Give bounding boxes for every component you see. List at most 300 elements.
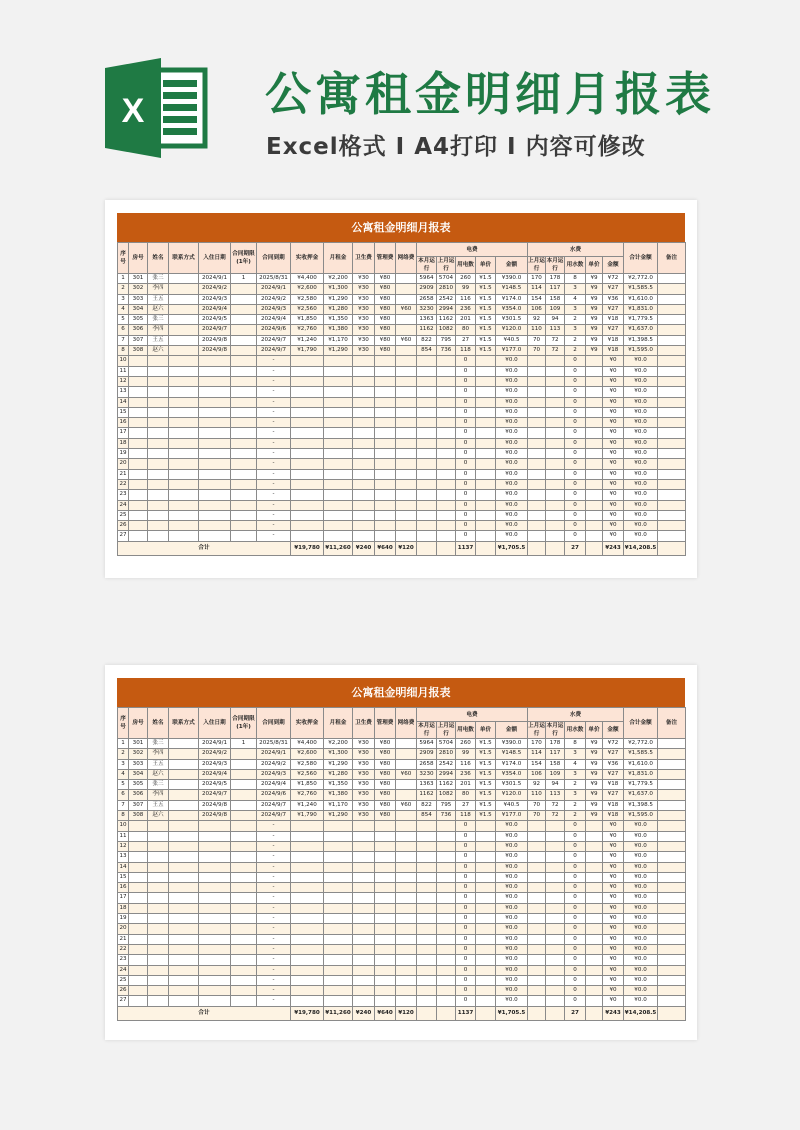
table-cell: 2024/9/3 bbox=[257, 304, 291, 314]
table-cell bbox=[396, 479, 417, 489]
table-cell: ¥301.5 bbox=[496, 315, 528, 325]
table-cell bbox=[396, 914, 417, 924]
table-cell: 0 bbox=[456, 500, 476, 510]
table-cell: 0 bbox=[565, 510, 586, 520]
table-cell bbox=[396, 469, 417, 479]
table-cell: ¥0 bbox=[603, 438, 624, 448]
table-cell bbox=[396, 749, 417, 759]
table-cell bbox=[476, 500, 496, 510]
table-row bbox=[118, 749, 686, 759]
table-cell bbox=[129, 975, 148, 985]
table-cell bbox=[396, 903, 417, 913]
table-row bbox=[118, 284, 686, 294]
table-cell bbox=[129, 428, 148, 438]
table-cell bbox=[353, 397, 375, 407]
table-cell: 王五 bbox=[148, 294, 169, 304]
totals-cell: ¥640 bbox=[375, 1006, 396, 1020]
table-cell: 110 bbox=[528, 325, 546, 335]
table-cell: 张三 bbox=[148, 780, 169, 790]
table-cell: 0 bbox=[565, 852, 586, 862]
table-cell: 3230 bbox=[417, 769, 437, 779]
table-cell: ¥0 bbox=[603, 975, 624, 985]
header-electric: 电费 bbox=[417, 243, 528, 257]
table-cell: 302 bbox=[129, 749, 148, 759]
table-cell: 11 bbox=[118, 831, 129, 841]
table-row bbox=[118, 924, 686, 934]
table-cell bbox=[546, 996, 565, 1006]
table-cell bbox=[658, 407, 686, 417]
table-cell bbox=[396, 449, 417, 459]
table-cell bbox=[231, 428, 257, 438]
table-cell bbox=[199, 500, 231, 510]
table-cell: ¥0.0 bbox=[496, 944, 528, 954]
table-cell bbox=[129, 407, 148, 417]
table-cell: ¥1.5 bbox=[476, 274, 496, 284]
table-cell bbox=[169, 852, 199, 862]
table-cell bbox=[129, 986, 148, 996]
table-cell: ¥0.0 bbox=[496, 975, 528, 985]
table-cell bbox=[437, 872, 456, 882]
table-cell: 1162 bbox=[437, 780, 456, 790]
table-cell: 0 bbox=[456, 862, 476, 872]
table-cell: 李四 bbox=[148, 749, 169, 759]
table-cell: 李四 bbox=[148, 284, 169, 294]
table-cell bbox=[129, 438, 148, 448]
table-cell bbox=[417, 934, 437, 944]
table-cell bbox=[199, 449, 231, 459]
table-cell: - bbox=[257, 831, 291, 841]
table-cell: 854 bbox=[417, 811, 437, 821]
table-row bbox=[118, 376, 686, 386]
table-cell: 1 bbox=[231, 274, 257, 284]
table-cell bbox=[199, 407, 231, 417]
table-cell: ¥0.0 bbox=[624, 428, 658, 438]
header-total: 合计金额 bbox=[624, 243, 658, 274]
table-cell bbox=[586, 387, 603, 397]
totals-cell: 1137 bbox=[456, 541, 476, 555]
table-cell bbox=[417, 438, 437, 448]
table-cell: 0 bbox=[565, 490, 586, 500]
table-cell: 0 bbox=[565, 955, 586, 965]
table-cell: 15 bbox=[118, 407, 129, 417]
totals-cell: 27 bbox=[565, 1006, 586, 1020]
table-cell bbox=[353, 356, 375, 366]
table-cell bbox=[291, 428, 324, 438]
table-cell bbox=[291, 376, 324, 386]
table-cell bbox=[353, 934, 375, 944]
table-row bbox=[118, 780, 686, 790]
table-cell bbox=[353, 903, 375, 913]
header-water: 水费 bbox=[528, 243, 624, 257]
table-cell bbox=[129, 955, 148, 965]
table-cell bbox=[291, 418, 324, 428]
table-cell bbox=[324, 397, 353, 407]
table-cell bbox=[437, 862, 456, 872]
totals-cell bbox=[658, 541, 686, 555]
header-name: 姓名 bbox=[148, 708, 169, 739]
table-cell bbox=[528, 356, 546, 366]
table-cell: ¥0.0 bbox=[496, 438, 528, 448]
table-cell bbox=[199, 841, 231, 851]
table-cell: ¥1,280 bbox=[324, 304, 353, 314]
table-cell: ¥0.0 bbox=[624, 469, 658, 479]
table-cell bbox=[353, 914, 375, 924]
table-cell: 3 bbox=[565, 325, 586, 335]
table-cell: ¥0.0 bbox=[624, 914, 658, 924]
table-cell: ¥120.0 bbox=[496, 790, 528, 800]
table-cell bbox=[231, 780, 257, 790]
table-cell bbox=[546, 376, 565, 386]
table-row bbox=[118, 790, 686, 800]
table-cell bbox=[231, 531, 257, 541]
table-cell: ¥1.5 bbox=[476, 739, 496, 749]
table-cell: 张三 bbox=[148, 739, 169, 749]
header-e_used: 用电数 bbox=[456, 257, 476, 274]
table-cell: - bbox=[257, 428, 291, 438]
table-cell: 4 bbox=[118, 769, 129, 779]
table-cell: ¥1,170 bbox=[324, 800, 353, 810]
table-cell bbox=[658, 397, 686, 407]
header-expire: 合同到期 bbox=[257, 243, 291, 274]
table-cell: ¥0 bbox=[603, 872, 624, 882]
table-cell: 114 bbox=[528, 284, 546, 294]
table-cell bbox=[476, 955, 496, 965]
table-cell: 17 bbox=[118, 428, 129, 438]
table-cell bbox=[476, 510, 496, 520]
table-cell: ¥80 bbox=[375, 780, 396, 790]
table-cell: 0 bbox=[565, 996, 586, 1006]
table-cell: 6 bbox=[118, 325, 129, 335]
table-cell: ¥0 bbox=[603, 459, 624, 469]
table-cell bbox=[231, 366, 257, 376]
table-cell bbox=[546, 893, 565, 903]
table-cell: ¥2,760 bbox=[291, 790, 324, 800]
table-cell bbox=[231, 759, 257, 769]
table-cell: 94 bbox=[546, 315, 565, 325]
table-cell bbox=[528, 407, 546, 417]
table-cell bbox=[231, 304, 257, 314]
table-cell bbox=[199, 469, 231, 479]
table-cell: 2024/9/8 bbox=[199, 800, 231, 810]
table-cell: ¥0.0 bbox=[624, 479, 658, 489]
table-cell: 10 bbox=[118, 356, 129, 366]
table-row bbox=[118, 346, 686, 356]
table-cell: ¥390.0 bbox=[496, 739, 528, 749]
table-cell: ¥0.0 bbox=[624, 975, 658, 985]
table-cell: 3 bbox=[565, 284, 586, 294]
table-cell bbox=[148, 531, 169, 541]
header-network: 网络费 bbox=[396, 708, 417, 739]
table-cell bbox=[417, 366, 437, 376]
table-cell bbox=[199, 821, 231, 831]
table-cell: 22 bbox=[118, 944, 129, 954]
table-cell: ¥0.0 bbox=[624, 438, 658, 448]
table-cell: ¥80 bbox=[375, 769, 396, 779]
table-cell bbox=[528, 459, 546, 469]
table-cell bbox=[476, 418, 496, 428]
table-cell bbox=[546, 821, 565, 831]
table-cell: 306 bbox=[129, 325, 148, 335]
table-cell bbox=[148, 521, 169, 531]
table-cell bbox=[169, 428, 199, 438]
table-cell bbox=[291, 407, 324, 417]
table-cell: ¥354.0 bbox=[496, 304, 528, 314]
table-cell: 0 bbox=[565, 356, 586, 366]
header-e_used: 用电数 bbox=[456, 722, 476, 739]
totals-row bbox=[118, 541, 686, 555]
table-cell bbox=[658, 893, 686, 903]
table-cell: - bbox=[257, 914, 291, 924]
table-cell bbox=[231, 811, 257, 821]
table-cell bbox=[169, 769, 199, 779]
table-cell: 0 bbox=[456, 996, 476, 1006]
table-cell bbox=[199, 438, 231, 448]
table-cell bbox=[417, 469, 437, 479]
table-cell: 8 bbox=[118, 811, 129, 821]
table-cell bbox=[528, 965, 546, 975]
table-cell: ¥0.0 bbox=[496, 996, 528, 1006]
table-cell bbox=[129, 872, 148, 882]
table-cell: ¥18 bbox=[603, 346, 624, 356]
excel-logo-icon bbox=[103, 58, 213, 158]
table-cell bbox=[324, 479, 353, 489]
table-cell bbox=[375, 955, 396, 965]
table-cell bbox=[528, 531, 546, 541]
table-cell: 0 bbox=[456, 852, 476, 862]
table-cell: 4 bbox=[565, 759, 586, 769]
table-cell: 5704 bbox=[437, 739, 456, 749]
table-cell bbox=[375, 996, 396, 1006]
table-cell bbox=[658, 284, 686, 294]
table-cell bbox=[658, 510, 686, 520]
table-cell: - bbox=[257, 903, 291, 913]
table-cell bbox=[199, 944, 231, 954]
table-cell: ¥30 bbox=[353, 346, 375, 356]
table-cell bbox=[324, 521, 353, 531]
table-cell bbox=[324, 469, 353, 479]
table-cell bbox=[375, 500, 396, 510]
table-cell: 0 bbox=[565, 831, 586, 841]
table-cell: 0 bbox=[456, 986, 476, 996]
table-cell bbox=[129, 469, 148, 479]
table-cell: 1363 bbox=[417, 780, 437, 790]
table-cell: ¥30 bbox=[353, 769, 375, 779]
table-cell bbox=[324, 883, 353, 893]
table-cell: 114 bbox=[528, 749, 546, 759]
table-cell: 20 bbox=[118, 924, 129, 934]
table-cell bbox=[375, 903, 396, 913]
table-cell: 0 bbox=[565, 449, 586, 459]
table-cell bbox=[199, 934, 231, 944]
table-cell bbox=[231, 924, 257, 934]
table-cell: 3 bbox=[118, 759, 129, 769]
table-cell bbox=[375, 831, 396, 841]
table-cell: ¥1,398.5 bbox=[624, 335, 658, 345]
table-cell bbox=[169, 366, 199, 376]
table-cell bbox=[169, 356, 199, 366]
table-cell bbox=[658, 821, 686, 831]
table-cell: ¥0 bbox=[603, 490, 624, 500]
table-cell bbox=[417, 924, 437, 934]
table-cell bbox=[291, 975, 324, 985]
table-row bbox=[118, 852, 686, 862]
table-cell bbox=[546, 965, 565, 975]
table-cell bbox=[396, 428, 417, 438]
table-cell: ¥80 bbox=[375, 800, 396, 810]
table-cell: ¥30 bbox=[353, 759, 375, 769]
table-cell: ¥60 bbox=[396, 769, 417, 779]
table-cell bbox=[586, 418, 603, 428]
table-cell: 27 bbox=[118, 996, 129, 1006]
table-cell bbox=[324, 500, 353, 510]
table-cell bbox=[658, 490, 686, 500]
table-cell: 0 bbox=[565, 862, 586, 872]
table-row bbox=[118, 438, 686, 448]
table-cell: 11 bbox=[118, 366, 129, 376]
table-cell: 0 bbox=[565, 438, 586, 448]
table-cell bbox=[546, 883, 565, 893]
table-cell bbox=[375, 397, 396, 407]
table-cell bbox=[658, 376, 686, 386]
table-cell bbox=[231, 325, 257, 335]
table-row bbox=[118, 975, 686, 985]
totals-label: 合计 bbox=[118, 541, 291, 555]
table-cell: 2024/9/7 bbox=[257, 346, 291, 356]
table-cell: ¥18 bbox=[603, 780, 624, 790]
table-cell bbox=[148, 479, 169, 489]
table-row bbox=[118, 459, 686, 469]
table-cell bbox=[586, 366, 603, 376]
table-cell: ¥0 bbox=[603, 428, 624, 438]
table-cell bbox=[148, 924, 169, 934]
table-cell bbox=[291, 934, 324, 944]
header-checkin: 入住日期 bbox=[199, 708, 231, 739]
table-cell bbox=[417, 376, 437, 386]
table-cell: ¥354.0 bbox=[496, 769, 528, 779]
table-cell bbox=[375, 893, 396, 903]
table-cell: ¥0 bbox=[603, 376, 624, 386]
table-cell bbox=[199, 490, 231, 500]
table-cell: ¥1,240 bbox=[291, 800, 324, 810]
table-cell: 795 bbox=[437, 335, 456, 345]
table-cell bbox=[199, 893, 231, 903]
table-cell bbox=[476, 914, 496, 924]
table-cell bbox=[199, 428, 231, 438]
table-cell bbox=[586, 449, 603, 459]
table-cell bbox=[148, 356, 169, 366]
table-cell: 0 bbox=[565, 924, 586, 934]
table-cell: ¥0.0 bbox=[624, 376, 658, 386]
table-cell bbox=[658, 769, 686, 779]
table-cell: 18 bbox=[118, 438, 129, 448]
table-cell bbox=[546, 914, 565, 924]
table-cell bbox=[199, 831, 231, 841]
table-cell: ¥0.0 bbox=[624, 418, 658, 428]
table-cell bbox=[129, 376, 148, 386]
header-remark: 备注 bbox=[658, 708, 686, 739]
table-cell: ¥27 bbox=[603, 325, 624, 335]
table-cell bbox=[658, 986, 686, 996]
table-row bbox=[118, 893, 686, 903]
header-checkin: 入住日期 bbox=[199, 243, 231, 274]
table-cell: ¥80 bbox=[375, 315, 396, 325]
table-cell bbox=[658, 418, 686, 428]
table-cell: ¥0.0 bbox=[496, 852, 528, 862]
table-cell bbox=[148, 975, 169, 985]
table-cell bbox=[291, 883, 324, 893]
table-cell: ¥27 bbox=[603, 304, 624, 314]
table-cell bbox=[169, 759, 199, 769]
table-cell bbox=[169, 500, 199, 510]
table-cell bbox=[546, 459, 565, 469]
table-cell: 0 bbox=[565, 500, 586, 510]
table-cell: ¥0.0 bbox=[496, 397, 528, 407]
table-cell: 110 bbox=[528, 790, 546, 800]
table-cell: 1 bbox=[118, 739, 129, 749]
table-cell bbox=[528, 397, 546, 407]
table-row bbox=[118, 500, 686, 510]
table-row bbox=[118, 469, 686, 479]
table-cell: 106 bbox=[528, 769, 546, 779]
table-cell bbox=[586, 883, 603, 893]
table-cell bbox=[291, 500, 324, 510]
table-cell: - bbox=[257, 521, 291, 531]
table-cell bbox=[169, 780, 199, 790]
table-cell: ¥30 bbox=[353, 304, 375, 314]
table-cell: 2024/9/8 bbox=[199, 346, 231, 356]
table-cell bbox=[324, 376, 353, 386]
table-cell bbox=[231, 397, 257, 407]
table-cell bbox=[476, 934, 496, 944]
table-cell: - bbox=[257, 366, 291, 376]
table-cell: 158 bbox=[546, 294, 565, 304]
table-cell bbox=[528, 862, 546, 872]
table-cell bbox=[546, 407, 565, 417]
table-cell bbox=[169, 862, 199, 872]
table-cell: 303 bbox=[129, 759, 148, 769]
table-cell: - bbox=[257, 893, 291, 903]
table-cell bbox=[291, 387, 324, 397]
table-cell bbox=[231, 284, 257, 294]
table-cell: 7 bbox=[118, 800, 129, 810]
table-cell bbox=[169, 315, 199, 325]
table-cell: 24 bbox=[118, 500, 129, 510]
header-rent: 月租金 bbox=[324, 708, 353, 739]
header-w_prev: 上月运行 bbox=[528, 258, 545, 272]
table-cell: 201 bbox=[456, 780, 476, 790]
header-e_cur: 本月运行 bbox=[418, 258, 435, 272]
table-cell bbox=[375, 459, 396, 469]
table-cell: 7 bbox=[118, 335, 129, 345]
table-cell bbox=[658, 996, 686, 1006]
table-cell bbox=[148, 965, 169, 975]
table-row bbox=[118, 769, 686, 779]
table-cell bbox=[199, 924, 231, 934]
table-cell bbox=[658, 872, 686, 882]
table-row bbox=[118, 418, 686, 428]
table-cell: ¥0.0 bbox=[496, 521, 528, 531]
table-cell: 301 bbox=[129, 274, 148, 284]
table-cell bbox=[231, 903, 257, 913]
table-cell bbox=[528, 376, 546, 386]
table-cell: - bbox=[257, 459, 291, 469]
table-cell: ¥30 bbox=[353, 739, 375, 749]
table-cell: 21 bbox=[118, 469, 129, 479]
table-cell: ¥1,350 bbox=[324, 780, 353, 790]
table-cell: ¥4,400 bbox=[291, 739, 324, 749]
table-cell: ¥0 bbox=[603, 986, 624, 996]
table-cell: 1082 bbox=[437, 790, 456, 800]
